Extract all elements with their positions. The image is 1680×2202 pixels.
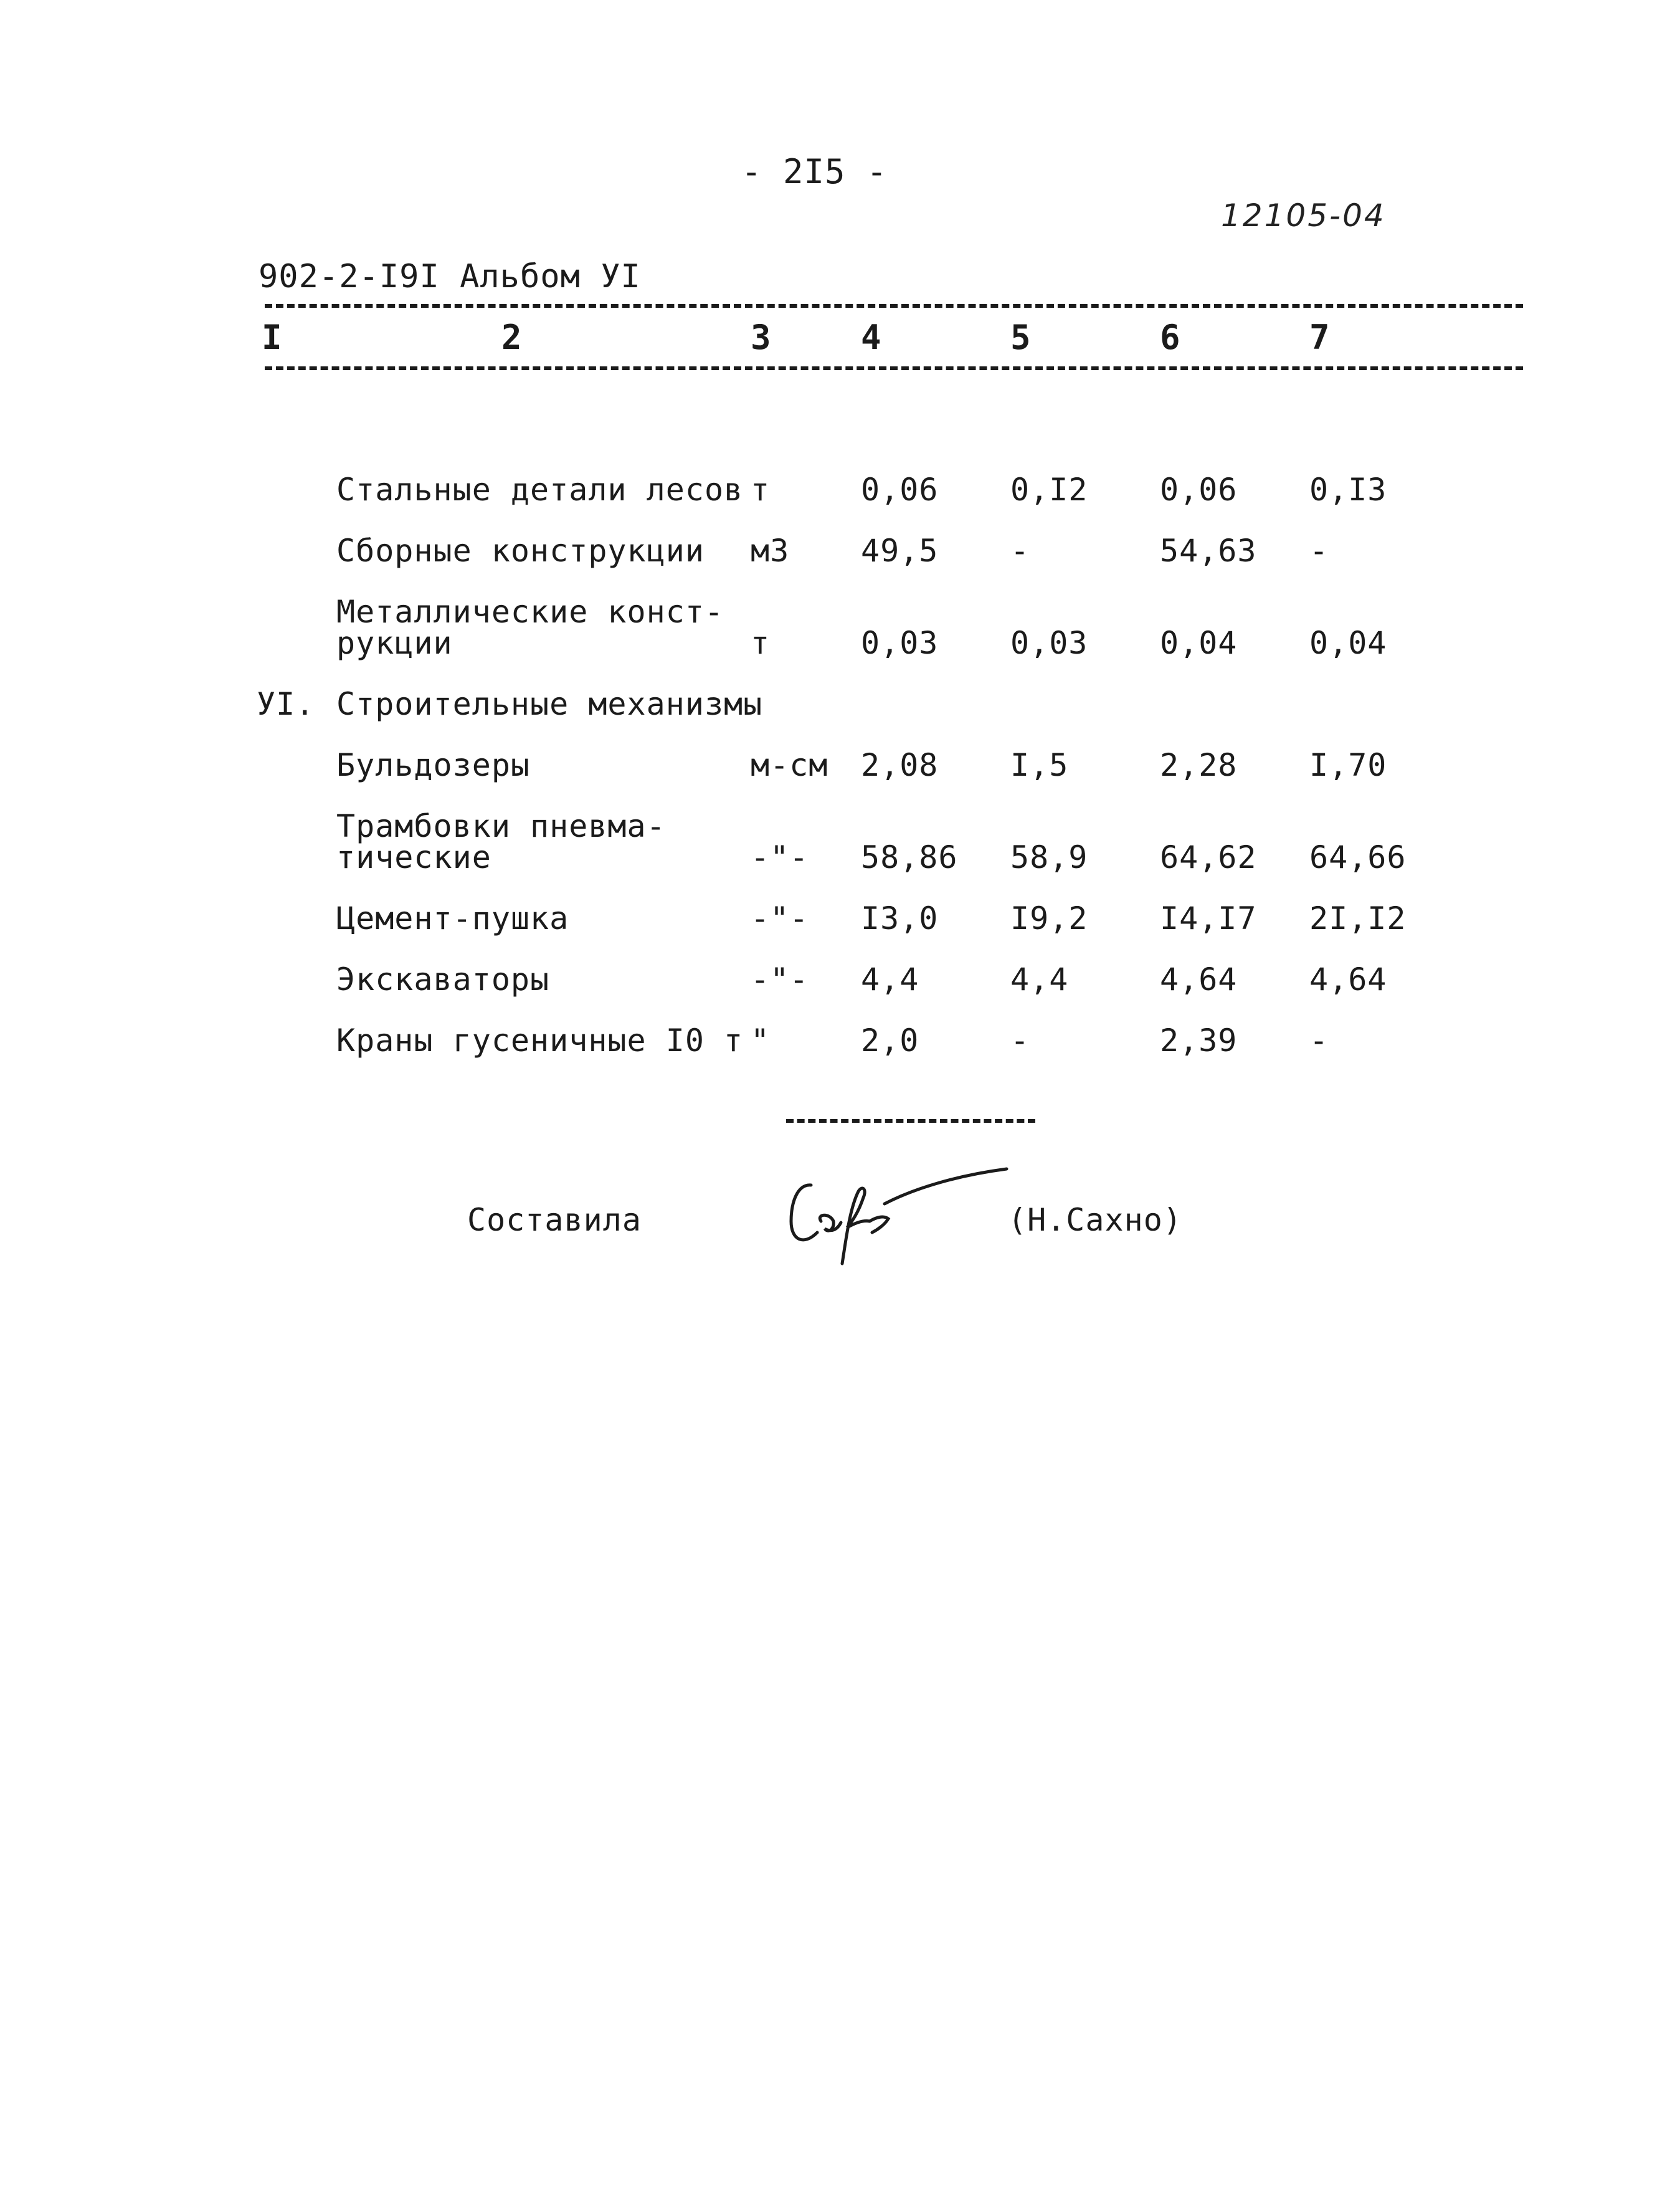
row-value-col5: I9,2 [1010, 900, 1088, 937]
row-value-col7: 4,64 [1309, 961, 1387, 998]
row-value-col7: 0,I3 [1309, 472, 1387, 508]
row-value-col7: I,70 [1309, 747, 1387, 783]
row-value-col6: 64,62 [1160, 839, 1257, 875]
row-name-line1: Металлические конст- [336, 594, 724, 630]
compiler-name: (Н.Сахно) [1008, 1202, 1182, 1238]
column-number-2: 2 [501, 318, 522, 357]
row-name: Бульдозеры [336, 747, 531, 783]
row-name-line1: Трамбовки пневма- [336, 808, 666, 844]
row-name: Сборные конструкции [336, 533, 705, 569]
row-value-col4: 2,08 [861, 747, 939, 783]
row-value-col4: 2,0 [861, 1022, 919, 1059]
row-name: Краны гусеничные I0 т [336, 1022, 744, 1059]
column-number-4: 4 [861, 318, 881, 357]
row-value-col4: 49,5 [861, 533, 939, 569]
row-value-col7: 64,66 [1309, 839, 1407, 875]
column-number-3: 3 [751, 318, 771, 357]
column-number-5: 5 [1010, 318, 1031, 357]
row-value-col6: I4,I7 [1160, 900, 1257, 937]
row-value-col6: 0,04 [1160, 625, 1238, 661]
row-value-col5: 0,03 [1010, 625, 1088, 661]
row-value-col4: 0,06 [861, 472, 939, 508]
row-unit: -"- [751, 961, 809, 998]
row-value-col4: 0,03 [861, 625, 939, 661]
row-name: Цемент-пушка [336, 900, 569, 937]
row-name: Экскаваторы [336, 961, 550, 998]
row-value-col6: 54,63 [1160, 533, 1257, 569]
page-number: - 2I5 - [741, 152, 888, 191]
row-value-col5: I,5 [1010, 747, 1069, 783]
row-value-col7: 0,04 [1309, 625, 1387, 661]
row-value-col6: 0,06 [1160, 472, 1238, 508]
compiled-by-label: Составила [467, 1202, 642, 1238]
row-value-col5: - [1010, 1022, 1030, 1059]
header-rule-top [265, 304, 1523, 308]
column-number-6: 6 [1160, 318, 1180, 357]
row-name-line2: рукции [336, 625, 453, 661]
header-rule-bottom [265, 366, 1523, 370]
row-name: Стальные детали лесов [336, 472, 744, 508]
row-value-col7: 2I,I2 [1309, 900, 1407, 937]
column-number-1: I [262, 318, 282, 357]
row-unit: -"- [751, 839, 809, 875]
closing-dash-rule [786, 1119, 1035, 1123]
row-unit: т [751, 625, 771, 661]
row-name-line2: тические [336, 839, 491, 875]
row-value-col4: 4,4 [861, 961, 919, 998]
row-unit: м3 [751, 533, 790, 569]
section-number: УI. [257, 686, 315, 722]
row-value-col5: 58,9 [1010, 839, 1088, 875]
handwritten-signature [772, 1153, 1022, 1277]
row-value-col4: I3,0 [861, 900, 939, 937]
document-code: 12105-04 [1221, 198, 1386, 234]
column-number-7: 7 [1309, 318, 1330, 357]
row-unit: м-см [751, 747, 828, 783]
row-value-col6: 2,28 [1160, 747, 1238, 783]
row-unit: -"- [751, 900, 809, 937]
row-value-col6: 2,39 [1160, 1022, 1238, 1059]
row-value-col7: - [1309, 1022, 1329, 1059]
row-value-col5: 0,I2 [1010, 472, 1088, 508]
row-value-col5: - [1010, 533, 1030, 569]
section-title: Строительные механизмы [336, 686, 763, 722]
row-unit: т [751, 472, 771, 508]
row-value-col7: - [1309, 533, 1329, 569]
document-header: 902-2-I9I Альбом УI [259, 258, 641, 295]
row-value-col6: 4,64 [1160, 961, 1238, 998]
row-unit: " [751, 1022, 771, 1059]
row-value-col5: 4,4 [1010, 961, 1069, 998]
row-value-col4: 58,86 [861, 839, 958, 875]
